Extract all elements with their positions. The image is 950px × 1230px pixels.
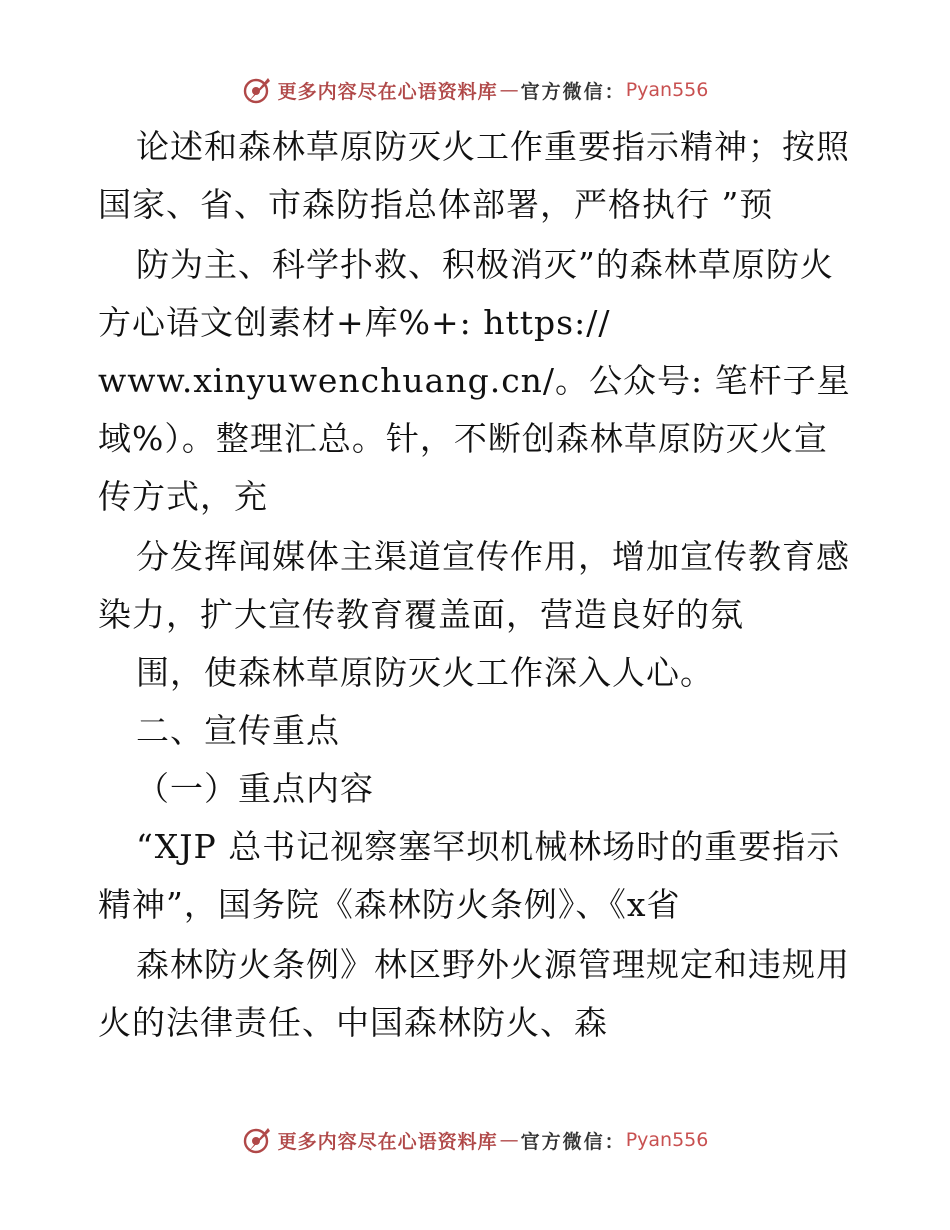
footer-watermark	[0, 1120, 950, 1160]
text-line: 围，使森林草原防灭火工作深入人心。	[136, 653, 714, 692]
text-line: 分发挥闻媒体主渠道宣传作用，增加宣传教育感	[136, 537, 850, 576]
quill-logo-icon	[242, 75, 272, 105]
text-line: 火的法律责任、中国森林防火、森	[98, 1003, 608, 1042]
watermark-text: 更多内容尽在心语资料库	[277, 1130, 498, 1153]
text-line: www.xinyuwenchuang.cn/。公众号: 笔杆子星	[98, 361, 851, 400]
header-watermark	[0, 70, 950, 110]
section-heading: 二、宣传重点	[136, 711, 340, 750]
watermark-id: Pyan556	[625, 1129, 709, 1151]
watermark-id: Pyan556	[625, 79, 709, 101]
watermark-label: 官方微信：	[520, 1130, 626, 1153]
text-line: “XJP 总书记视察塞罕坝机械林场时的重要指示	[136, 827, 841, 866]
subsection-heading: （一）重点内容	[136, 769, 374, 808]
text-line: 方心语文创素材+库%+: https://	[98, 303, 611, 342]
watermark-label: 官方微信：	[520, 80, 626, 103]
watermark-separator: —	[499, 79, 519, 101]
watermark-text: 更多内容尽在心语资料库	[277, 80, 498, 103]
text-line: 精神”，国务院《森林防火条例》、《x省	[98, 885, 681, 924]
text-line: 防为主、科学扑救、积极消灭”的森林草原防火	[136, 245, 834, 284]
quill-logo-icon	[242, 1125, 272, 1155]
watermark-separator: —	[499, 1129, 519, 1151]
text-line: 染力，扩大宣传教育覆盖面，营造良好的氛	[98, 595, 744, 634]
text-line: 传方式，充	[98, 477, 268, 516]
text-line: 森林防火条例》林区野外火源管理规定和违规用	[136, 945, 850, 984]
text-line: 论述和森林草原防灭火工作重要指示精神；按照	[136, 127, 850, 166]
text-line: 域%）。整理汇总。针，不断创森林草原防灭火宣	[98, 419, 828, 458]
text-line: 国家、省、市森防指总体部署，严格执行 ”预	[98, 185, 774, 224]
